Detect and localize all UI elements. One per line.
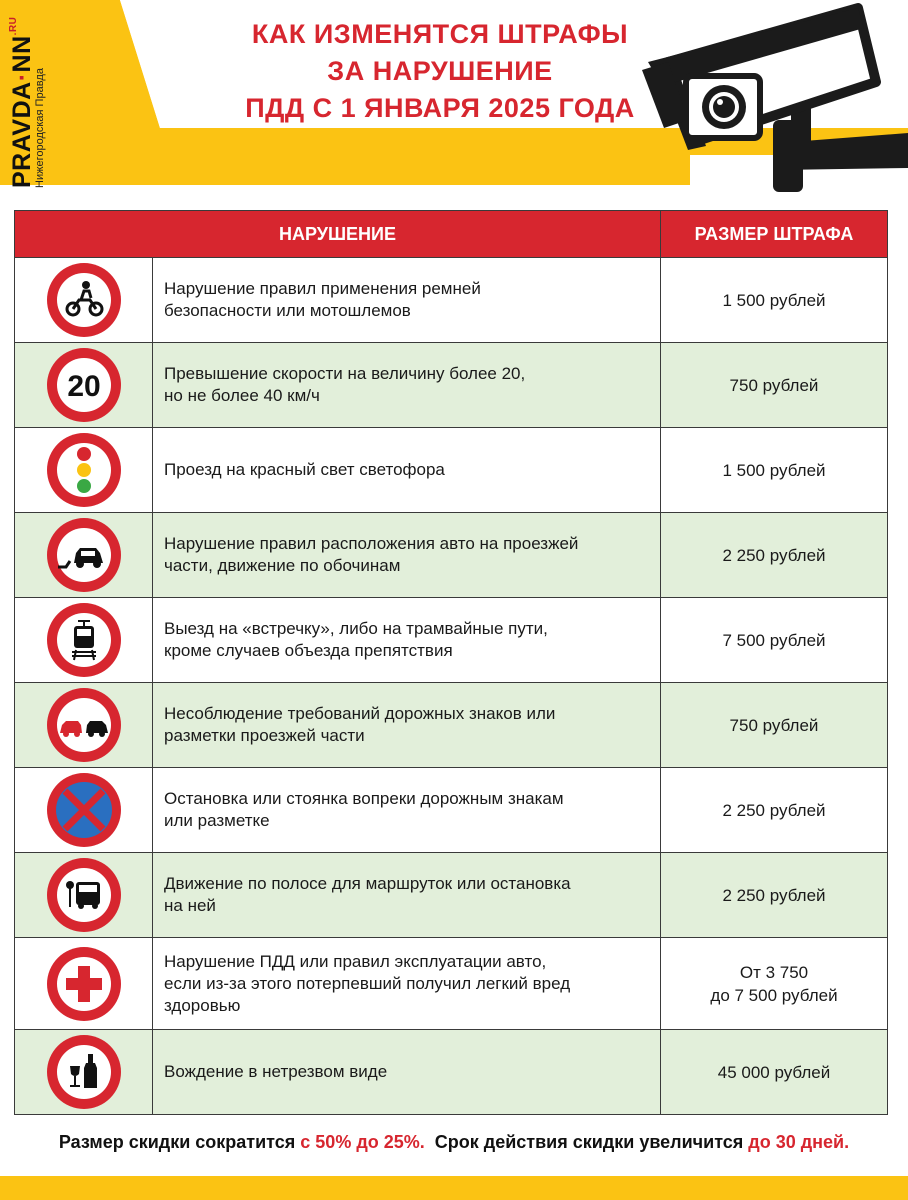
violation-description: Вождение в нетрезвом виде [153, 1030, 661, 1115]
table-row [15, 1030, 888, 1115]
car-on-shoulder-sign-icon [44, 515, 124, 595]
traffic-light-sign-icon [44, 430, 124, 510]
table-row [15, 513, 888, 598]
table-row [15, 258, 888, 343]
table-row [15, 598, 888, 683]
speed-limit-20-sign-icon [44, 345, 124, 425]
fine-amount: 45 000 рублей [661, 1030, 888, 1115]
violation-description: Нарушение правил расположения авто на проезжей части, движение по обочинам [153, 513, 661, 598]
violation-description: Нарушение правил применения ремней безопасности или мотошлемов [153, 258, 661, 343]
table-row [15, 938, 888, 1030]
logo-subtitle: Нижегородская Правда [34, 68, 46, 188]
violation-description: Нарушение ПДД или правил эксплуатации авто, если из-за этого потерпевший получил легкий вред здоровью [153, 938, 661, 1030]
table-row [15, 853, 888, 938]
violation-description: Превышение скорости на величину более 20, но не более 40 км/ч [153, 343, 661, 428]
speed-limit-value: 20 [66, 370, 101, 403]
no-overtaking-sign-icon [44, 685, 124, 765]
medical-cross-sign-icon [44, 944, 124, 1024]
alcohol-sign-icon [44, 1032, 124, 1112]
table-row [15, 428, 888, 513]
fine-amount: 2 250 рублей [661, 853, 888, 938]
violation-description: Несоблюдение требований дорожных знаков или разметки проезжей части [153, 683, 661, 768]
fine-amount: 2 250 рублей [661, 768, 888, 853]
fine-amount: 2 250 рублей [661, 513, 888, 598]
violation-description: Выезд на «встречку», либо на трамвайные пути, кроме случаев объезда препятствия [153, 598, 661, 683]
bottom-bar [0, 1176, 908, 1200]
column-header-fine: РАЗМЕР ШТРАФА [661, 211, 888, 258]
violation-description: Движение по полосе для маршруток или остановка на ней [153, 853, 661, 938]
column-header-violation: НАРУШЕНИЕ [15, 211, 661, 258]
header [0, 0, 908, 195]
fines-table [14, 210, 888, 1115]
table-row [15, 768, 888, 853]
fine-amount: 7 500 рублей [661, 598, 888, 683]
page-title: КАК ИЗМЕНЯТСЯ ШТРАФЫ ЗА НАРУШЕНИЕ ПДД С 1 ЯНВАРЯ 2025 ГОДА [245, 19, 635, 123]
fine-amount: 750 рублей [661, 683, 888, 768]
table-header-row [15, 211, 888, 258]
motorcycle-sign-icon [44, 260, 124, 340]
tram-sign-icon [44, 600, 124, 680]
fine-amount: 1 500 рублей [661, 428, 888, 513]
fine-amount: 1 500 рублей [661, 258, 888, 343]
violation-description: Проезд на красный свет светофора [153, 428, 661, 513]
fine-amount: 750 рублей [661, 343, 888, 428]
table-row [15, 343, 888, 428]
table-row [15, 683, 888, 768]
discount-note: Размер скидки сократится с 50% до 25%. Срок действия скидки увеличится до 30 дней. [58, 1132, 850, 1152]
no-stopping-sign-icon [44, 770, 124, 850]
violation-description: Остановка или стоянка вопреки дорожным знакам или разметке [153, 768, 661, 853]
fine-amount: От 3 750 до 7 500 рублей [661, 938, 888, 1030]
bus-lane-sign-icon [44, 855, 124, 935]
pravda-nn-logo: $PRAVDA\cdot NN^{.RU}$ Нижегородская Правда [8, 16, 46, 188]
